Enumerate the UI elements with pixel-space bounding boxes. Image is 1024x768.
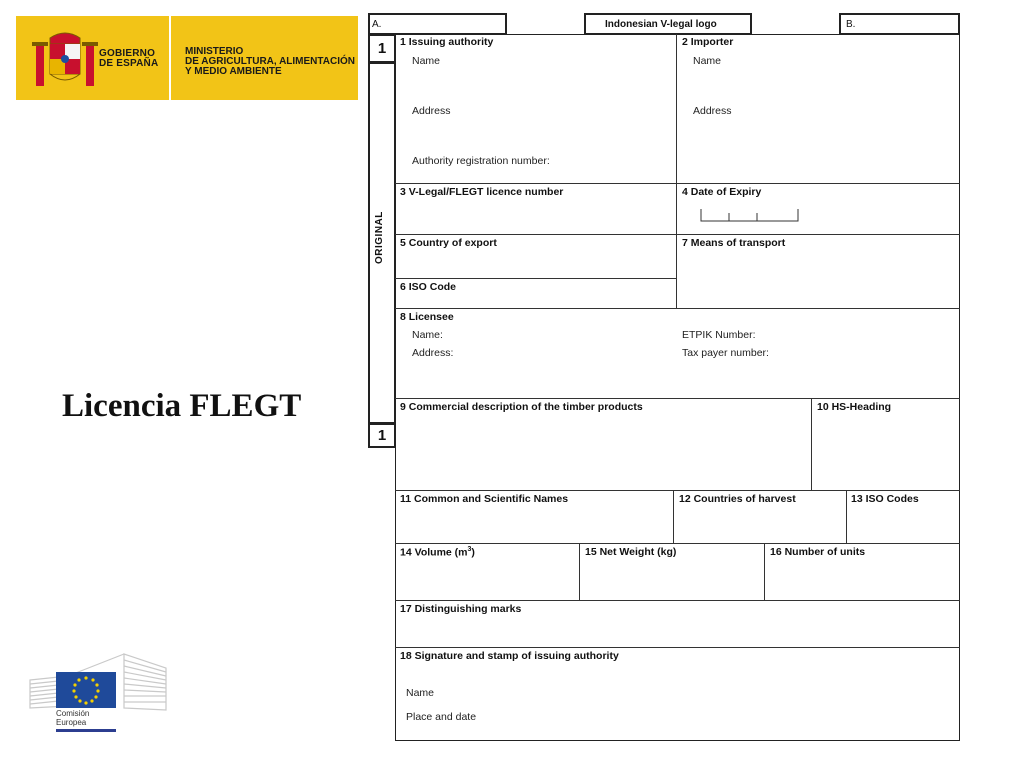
- field-6-label: 6 ISO Code: [400, 281, 457, 293]
- field-2-label: 2 Importer: [682, 36, 734, 48]
- field-14-end: ): [471, 546, 475, 559]
- field-15-label: 15 Net Weight (kg): [585, 546, 677, 558]
- field-8-address: Address:: [412, 347, 454, 359]
- row-line-9: [395, 647, 960, 648]
- box-b: [839, 13, 960, 35]
- row-line-7: [395, 543, 960, 544]
- row-line-1: [395, 183, 960, 184]
- col-line-5: [579, 543, 580, 600]
- col-line-3: [673, 490, 674, 543]
- gobierno-line1: GOBIERNO: [99, 48, 156, 59]
- gobierno-line2: DE ESPAÑA: [99, 58, 159, 69]
- field-13-label: 13 ISO Codes: [851, 493, 919, 505]
- field-1-label: 1 Issuing authority: [400, 36, 494, 48]
- row-line-4: [395, 308, 960, 309]
- field-16-label: 16 Number of units: [770, 546, 866, 558]
- field-9-label: 9 Commercial description of the timber products: [400, 401, 643, 413]
- form-frame: [395, 34, 960, 741]
- field-2-name: Name: [693, 55, 722, 67]
- field-4-label: 4 Date of Expiry: [682, 186, 762, 198]
- field-14-label: [400, 546, 475, 559]
- row-line-5: [395, 398, 960, 399]
- copy-number-top: 1: [377, 40, 387, 57]
- slide-title: Licencia FLEGT: [62, 388, 302, 424]
- row-line-3: [395, 278, 677, 279]
- field-12-label: 12 Countries of harvest: [679, 493, 796, 505]
- field-18-name: Name: [406, 687, 435, 699]
- field-5-label: 5 Country of export: [400, 237, 497, 249]
- copy-label: ORIGINAL: [374, 211, 385, 264]
- ec-label-line1: Comisión: [56, 709, 90, 718]
- box-a-label: A.: [372, 19, 382, 30]
- field-14-sup: 3: [467, 546, 472, 553]
- field-1-name: Name: [412, 55, 441, 67]
- box-b-label: B.: [846, 19, 856, 30]
- field-8-tax: Tax payer number:: [682, 347, 769, 359]
- logo-box-label: Indonesian V-legal logo: [605, 19, 717, 30]
- field-8-etpik: ETPIK Number:: [682, 329, 756, 341]
- field-8-label: 8 Licensee: [400, 311, 454, 323]
- row-line-6: [395, 490, 960, 491]
- box-a: [368, 13, 507, 35]
- ministry-line2: DE AGRICULTURA, ALIMENTACIÓN: [185, 56, 355, 67]
- row-line-2: [395, 234, 960, 235]
- ec-label-line2: Europea: [56, 718, 87, 727]
- field-14-text: 14 Volume (m: [400, 546, 468, 559]
- field-11-label: 11 Common and Scientific Names: [400, 493, 569, 505]
- date-of-expiry-boxes: [700, 207, 800, 223]
- copy-number-bottom: 1: [377, 427, 387, 444]
- field-1-registration: Authority registration number:: [412, 155, 550, 167]
- ministry-line1: MINISTERIO: [185, 46, 244, 57]
- field-2-address: Address: [693, 105, 732, 117]
- field-1-address: Address: [412, 105, 451, 117]
- field-18-label: 18 Signature and stamp of issuing authority: [400, 650, 619, 662]
- col-line-6: [764, 543, 765, 600]
- ministry-line3: Y MEDIO AMBIENTE: [185, 66, 282, 77]
- field-10-label: 10 HS-Heading: [817, 401, 892, 413]
- col-line-2: [811, 398, 812, 490]
- field-3-label: 3 V-Legal/FLEGT licence number: [400, 186, 564, 198]
- col-line-4: [846, 490, 847, 543]
- field-8-name: Name:: [412, 329, 443, 341]
- row-line-8: [395, 600, 960, 601]
- field-18-place: Place and date: [406, 711, 477, 723]
- field-7-label: 7 Means of transport: [682, 237, 786, 249]
- field-17-label: 17 Distinguishing marks: [400, 603, 522, 615]
- col-line-1: [676, 34, 677, 308]
